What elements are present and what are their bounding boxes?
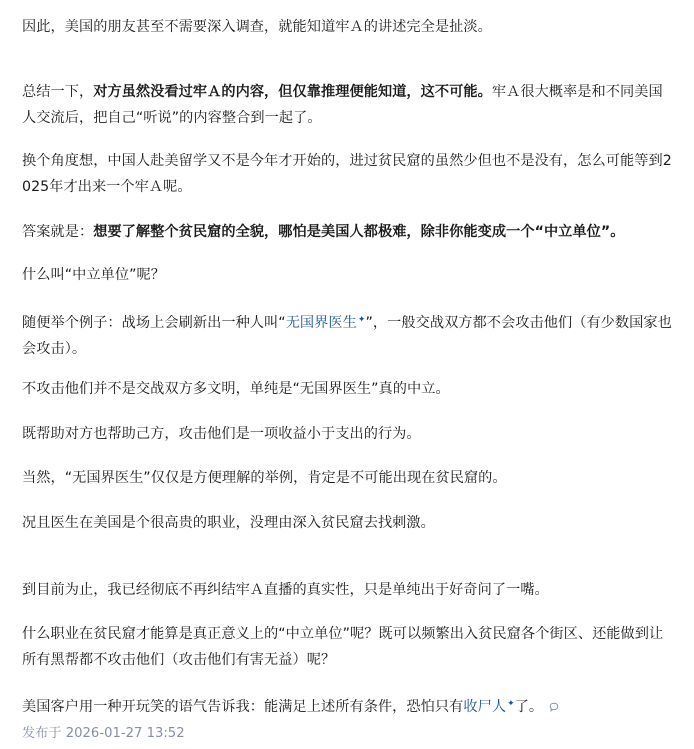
link-doctors-without-borders[interactable]: 无国界医生 bbox=[285, 315, 357, 331]
paragraph-text: 什么叫“中立单位”呢？ bbox=[22, 267, 165, 283]
paragraph-text: 总结一下， bbox=[22, 84, 94, 100]
paragraph-text: 不攻击他们并不是交战双方多文明，单纯是“无国界医生”真的中立。 bbox=[22, 381, 450, 397]
paragraph-10 bbox=[22, 510, 674, 536]
paragraph-6 bbox=[22, 307, 674, 362]
sparkle-icon: ✦ bbox=[357, 315, 366, 325]
paragraph-text: 美国客户用一种开玩笑的语气告诉我：能满足上述所有条件，恐怕只有 bbox=[22, 699, 464, 715]
paragraph-text: 答案就是： bbox=[22, 224, 94, 240]
publish-time[interactable]: 发布于 2026-01-27 13:52 bbox=[22, 726, 185, 741]
sparkle-icon: ✦ bbox=[507, 699, 515, 709]
paragraph-5 bbox=[22, 262, 674, 288]
paragraph-text: 因此，美国的朋友甚至不需要深入调查，就能知道牢Ａ的讲述完全是扯淡。 bbox=[22, 19, 492, 35]
paragraph-text: 了。 bbox=[514, 699, 544, 715]
bold-text: 对方虽然没看过牢Ａ的内容，但仅靠推理便能知道，这不可能。 bbox=[93, 84, 492, 100]
paragraph-text: ”，一般交战双方都不会攻击他们（有少数国家也会攻击）。 bbox=[22, 315, 672, 357]
paragraph-text: 换个角度想，中国人赴美留学又不是今年才开始的，进过贫民窟的虽然少但也不是没有，怎么可能等到2025年才出来一个牢Ａ呢。 bbox=[22, 153, 672, 195]
paragraph-3 bbox=[22, 148, 674, 200]
paragraph-7 bbox=[22, 376, 674, 402]
comment-bubble-icon[interactable] bbox=[549, 702, 559, 712]
paragraph-text: 况且医生在美国是个很高贵的职业，没理由深入贫民窟去找刺激。 bbox=[22, 515, 435, 531]
paragraph-text: 随便举个例子：战场上会刷新出一种人叫“ bbox=[22, 315, 286, 331]
paragraph-13 bbox=[22, 691, 674, 720]
paragraph-8 bbox=[22, 421, 674, 447]
bold-text: 想要了解整个贫民窟的全貌，哪怕是美国人都极难，除非你能变成一个“中立单位”。 bbox=[93, 224, 625, 240]
paragraph-9 bbox=[22, 465, 674, 491]
paragraph-text: 什么职业在贫民窟才能算是真正意义上的“中立单位”呢？既可以频繁出入贫民窟各个街区、还能做到让所有黑帮都不攻击他们（攻击他们有害无益）呢？ bbox=[22, 626, 664, 668]
paragraph-4 bbox=[22, 219, 674, 245]
paragraph-1 bbox=[22, 14, 674, 40]
paragraph-text: 既帮助对方也帮助己方，攻击他们是一项收益小于支出的行为。 bbox=[22, 426, 421, 442]
link-corpse-collector[interactable]: 收尸人 bbox=[463, 699, 507, 715]
paragraph-text: 当然，“无国界医生”仅仅是方便理解的举例，肯定是不可能出现在贫民窟的。 bbox=[22, 470, 507, 486]
paragraph-text: 牢Ａ很大概率是和不同美国人交流后，把自己“听说”的内容整合到一起了。 bbox=[22, 84, 663, 126]
paragraph-2 bbox=[22, 79, 674, 131]
paragraph-11 bbox=[22, 577, 674, 603]
paragraph-12 bbox=[22, 621, 674, 673]
paragraph-text: 到目前为止，我已经彻底不再纠结牢Ａ直播的真实性，只是单纯出于好奇问了一嘴。 bbox=[22, 582, 549, 598]
